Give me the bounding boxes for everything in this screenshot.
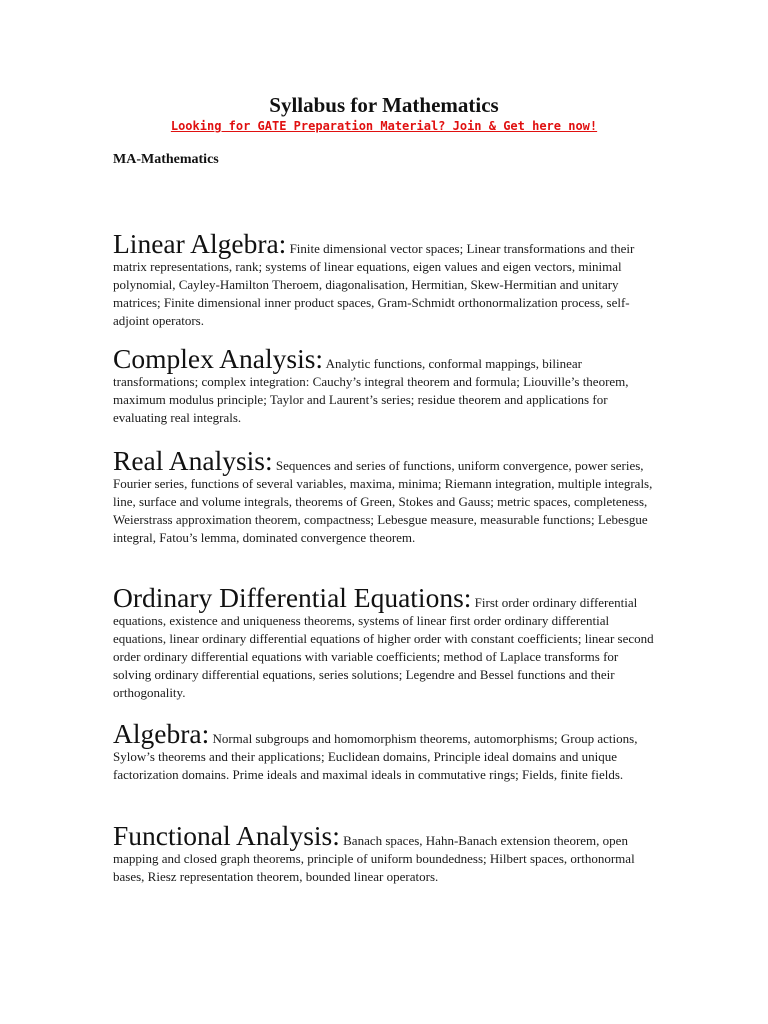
section-linear-algebra <box>113 228 658 330</box>
page-title: Syllabus for Mathematics <box>269 93 499 117</box>
section-heading: Complex Analysis: <box>113 343 324 374</box>
section-body: Analytic functions, conformal mappings, bilinear transformations; complex integration: Cauchy’s integral theorem and formula; Liouville’s theorem, maximum modulus principle; Taylor and Laurent’s series; residue theorem and applications for evaluating real integrals. <box>113 356 629 426</box>
gate-preparation-link[interactable]: Looking for GATE Preparation Material? Join & Get here now! <box>170 119 598 133</box>
section-heading: Real Analysis: <box>113 445 273 476</box>
section-body: Normal subgroups and homomorphism theorems, automorphisms; Group actions, Sylow’s theorems and their applications; Euclidean domains, Principle ideal domains and unique factorization domains. Prime ideals and maximal ideals in commutative rings; Fields, finite fields. <box>113 731 638 783</box>
section-body: Sequences and series of functions, uniform convergence, power series, Fourier series, functions of several variables, maxima, minima; Riemann integration, multiple integrals, line, surface and volume integrals, theorems of Green, Stokes and Gauss; metric spaces, completeness, Weierstrass approximation theorem, compactness; Lebesgue measure, measurable functions; Lebesgue integral, Fatou’s lemma, dominated convergence theorem. <box>113 458 653 546</box>
section-heading: Algebra: <box>113 718 210 749</box>
section-complex-analysis <box>113 343 658 427</box>
section-body: First order ordinary differential equations, existence and uniqueness theorems, systems of linear first order ordinary differential equations, linear ordinary differential equations of higher order with constant coefficients; linear second order ordinary differential equations with variable coefficients; method of Laplace transforms for solving ordinary differential equations, series solutions; Legendre and Bessel functions and their orthogonality. <box>113 595 654 701</box>
section-algebra <box>113 718 658 784</box>
section-heading: Functional Analysis: <box>113 820 340 851</box>
section-body: Banach spaces, Hahn-Banach extension theorem, open mapping and closed graph theorems, principle of uniform boundedness; Hilbert spaces, orthonormal bases, Riesz representation theorem, bounded linear operators. <box>113 833 635 885</box>
subject-code: MA-Mathematics <box>113 152 219 167</box>
section-heading: Linear Algebra: <box>113 228 287 259</box>
section-body: Finite dimensional vector spaces; Linear transformations and their matrix representations, rank; systems of linear equations, eigen values and eigen vectors, minimal polynomial, Cayley-Hamilton Theroem, diagonalisation, Hermitian, Skew-Hermitian and unitary matrices; Finite dimensional inner product spaces, Gram-Schmidt orthonormalization process, self-adjoint operators. <box>113 241 635 329</box>
section-ordinary-differential-equations <box>113 582 658 703</box>
section-functional-analysis <box>113 820 658 886</box>
section-heading: Ordinary Differential Equations: <box>113 582 472 613</box>
section-real-analysis <box>113 445 658 547</box>
